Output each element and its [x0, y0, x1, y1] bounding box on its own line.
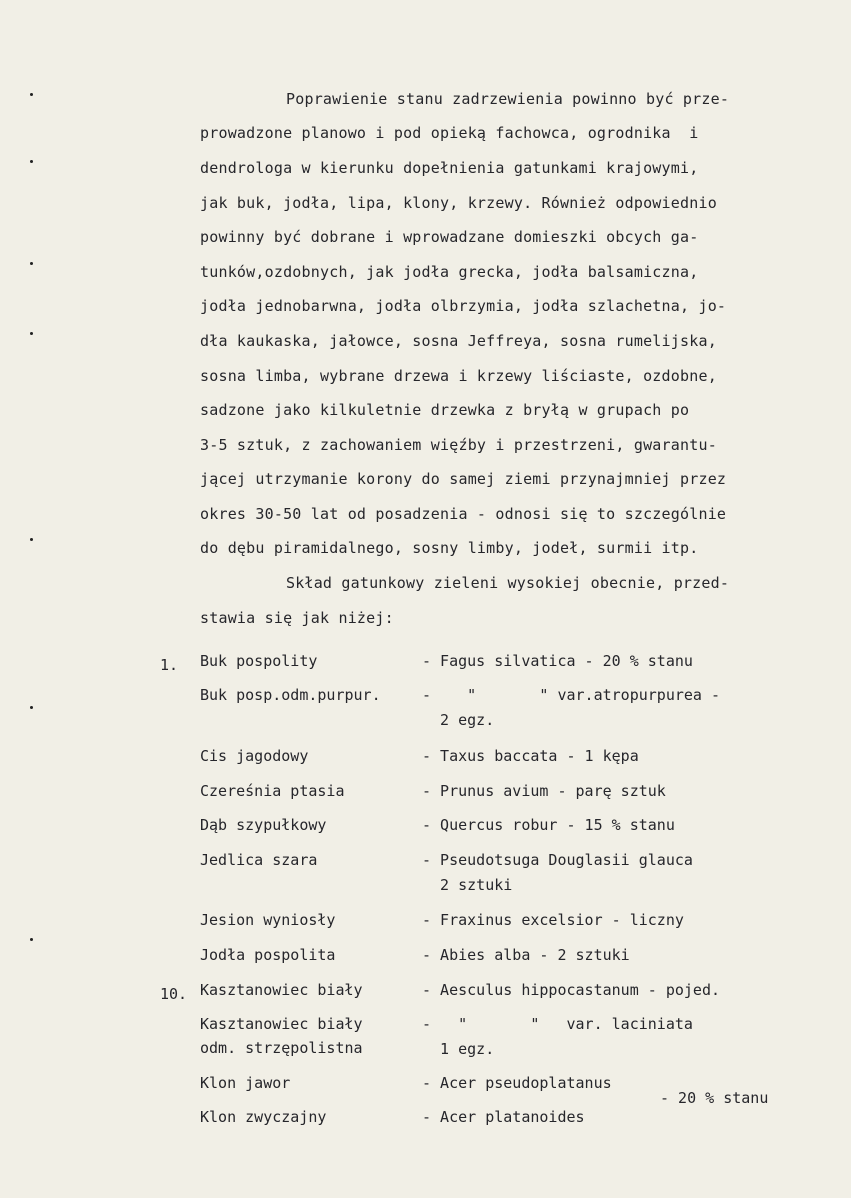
polish-name: Jodła pospolita — [200, 946, 336, 964]
intro-line: Skład gatunkowy zieleni wysokiej obecnie, przed- — [286, 574, 730, 592]
latin-name: - Acer pseudoplatanus — [422, 1074, 612, 1092]
latin-name: - " " var.atropurpurea - — [422, 686, 721, 704]
polish-name: Klon jawor — [200, 1074, 291, 1092]
paragraph-line: sadzone jako kilkuletnie drzewka z bryłą w grupach po — [200, 401, 690, 419]
paragraph-line: do dębu piramidalnego, sosny limby, jodeł, surmii itp. — [200, 539, 699, 557]
latin-name: - Pseudotsuga Douglasii glauca — [422, 851, 693, 869]
binding-hole — [30, 332, 33, 335]
shared-note: - 20 % stanu — [660, 1089, 769, 1107]
polish-name: Kasztanowiec biały — [200, 1015, 363, 1033]
binding-hole — [30, 938, 33, 941]
latin-name: - Acer platanoides — [422, 1108, 585, 1126]
binding-hole — [30, 93, 33, 96]
paragraph-line: 3-5 sztuk, z zachowaniem więźby i przestrzeni, gwarantu- — [200, 436, 717, 454]
polish-name: Dąb szypułkowy — [200, 816, 327, 834]
paragraph-line: jącej utrzymanie korony do samej ziemi przynajmniej przez — [200, 470, 727, 488]
latin-name: - Taxus baccata - 1 kępa — [422, 747, 639, 765]
latin-name: 2 sztuki — [422, 876, 513, 894]
intro-line: stawia się jak niżej: — [200, 609, 394, 627]
paragraph-line: dła kaukaska, jałowce, sosna Jeffreya, sosna rumelijska, — [200, 332, 717, 350]
polish-name: Klon zwyczajny — [200, 1108, 327, 1126]
polish-name: Cis jagodowy — [200, 747, 309, 765]
latin-name: - Prunus avium - parę sztuk — [422, 782, 666, 800]
paragraph-line: jodła jednobarwna, jodła olbrzymia, jodła szlachetna, jo- — [200, 297, 727, 315]
paragraph-line: Poprawienie stanu zadrzewienia powinno być prze- — [286, 90, 730, 108]
row-number: 1. — [160, 656, 179, 674]
binding-hole — [30, 262, 33, 265]
polish-name: Czereśnia ptasia — [200, 782, 345, 800]
binding-hole — [30, 160, 33, 163]
polish-name: Jedlica szara — [200, 851, 318, 869]
latin-name: - Fraxinus excelsior - liczny — [422, 911, 684, 929]
polish-name: odm. strzępolistna — [200, 1039, 363, 1057]
latin-name: - " " var. laciniata — [422, 1015, 693, 1033]
polish-name: Kasztanowiec biały — [200, 981, 363, 999]
paragraph-line: prowadzone planowo i pod opieką fachowca, ogrodnika i — [200, 124, 699, 142]
latin-name: - Aesculus hippocastanum - pojed. — [422, 981, 721, 999]
latin-name: 2 egz. — [422, 711, 495, 729]
latin-name: - Fagus silvatica - 20 % stanu — [422, 652, 693, 670]
polish-name: Jesion wyniosły — [200, 911, 336, 929]
binding-hole — [30, 706, 33, 709]
latin-name: 1 egz. — [422, 1040, 495, 1058]
latin-name: - Quercus robur - 15 % stanu — [422, 816, 675, 834]
binding-hole — [30, 538, 33, 541]
row-number: 10. — [160, 985, 188, 1003]
latin-name: - Abies alba - 2 sztuki — [422, 946, 630, 964]
paragraph-line: jak buk, jodła, lipa, klony, krzewy. Również odpowiednio — [200, 194, 717, 212]
paragraph-line: tunków,ozdobnych, jak jodła grecka, jodła balsamiczna, — [200, 263, 699, 281]
polish-name: Buk pospolity — [200, 652, 318, 670]
paragraph-line: okres 30-50 lat od posadzenia - odnosi się to szczególnie — [200, 505, 727, 523]
paragraph-line: dendrologa w kierunku dopełnienia gatunkami krajowymi, — [200, 159, 699, 177]
paragraph-line: powinny być dobrane i wprowadzane domieszki obcych ga- — [200, 228, 699, 246]
paragraph-line: sosna limba, wybrane drzewa i krzewy liściaste, ozdobne, — [200, 367, 717, 385]
polish-name: Buk posp.odm.purpur. — [200, 686, 381, 704]
